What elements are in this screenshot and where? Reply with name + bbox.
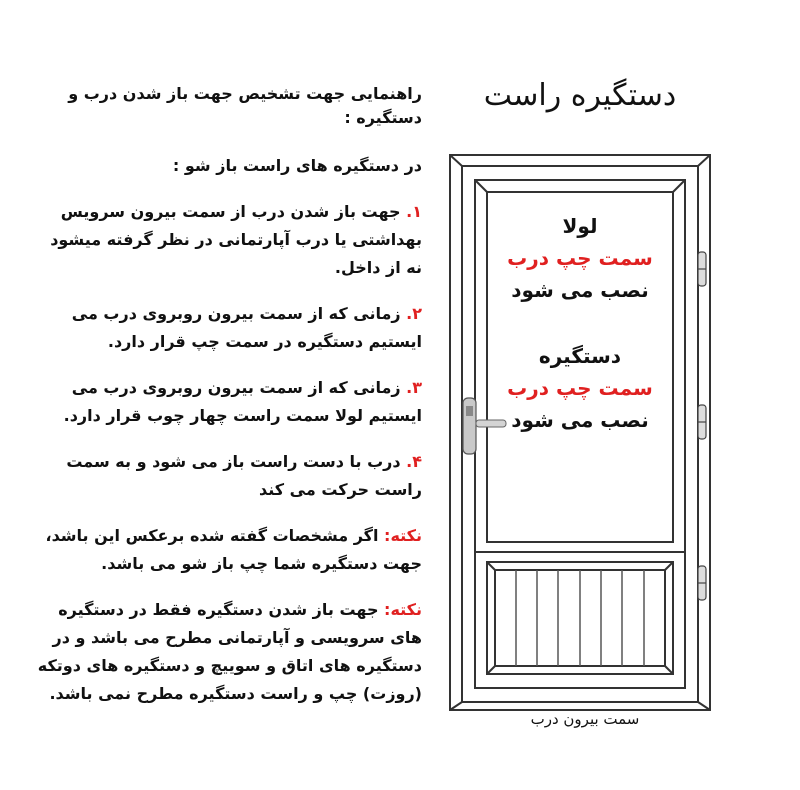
step-number: ۲. <box>406 304 422 323</box>
step-text: درب با دست راست باز می شود و به سمت راست حرکت می کند <box>66 452 422 499</box>
handle-label: دستگیره <box>538 344 622 368</box>
hinge-side-label: سمت چپ درب <box>507 246 653 270</box>
door-labels <box>487 210 673 436</box>
subheading-text: در دستگیره های راست باز شو : <box>172 156 422 175</box>
note-text: جهت باز شدن دستگیره فقط در دستگیره های سرویسی و آپارتمانی مطرح می باشد و در دستگیره های اتاق و سوییچ و دستگیره های دوتکه (روزت) چپ و راست دستگیره مطرح نمی باشد. <box>37 600 422 703</box>
step-text: زمانی که از سمت بیرون روبروی درب می ایستیم دستگیره در سمت چپ قرار دارد. <box>71 304 422 351</box>
handle-side-label: سمت چپ درب <box>507 376 653 400</box>
note-text: اگر مشخصات گفته شده برعکس این باشد، جهت دستگیره شما چپ باز شو می باشد. <box>45 526 422 573</box>
step-number: ۱. <box>406 202 422 221</box>
step-text: جهت باز شدن درب از سمت بیرون سرویس بهداشتی یا درب آپارتمانی در نظر گرفته میشود نه از داخل. <box>50 202 422 277</box>
step-number: ۳. <box>406 378 422 397</box>
note-label: نکته: <box>384 526 422 545</box>
hinge-install-label: نصب می شود <box>511 278 649 302</box>
step-text: زمانی که از سمت بیرون روبروی درب می ایستیم لولا سمت راست چهار چوب قرار دارد. <box>63 378 422 425</box>
hinge-label: لولا <box>562 214 598 238</box>
step-number: ۴. <box>406 452 422 471</box>
intro-text: راهنمایی جهت تشخیص جهت باز شدن درب و دستگیره : <box>68 84 422 127</box>
door-caption: سمت بیرون درب <box>530 710 640 728</box>
handle-install-label: نصب می شود <box>511 408 649 432</box>
page-title: دستگیره راست <box>483 78 677 113</box>
note-label: نکته: <box>384 600 422 619</box>
